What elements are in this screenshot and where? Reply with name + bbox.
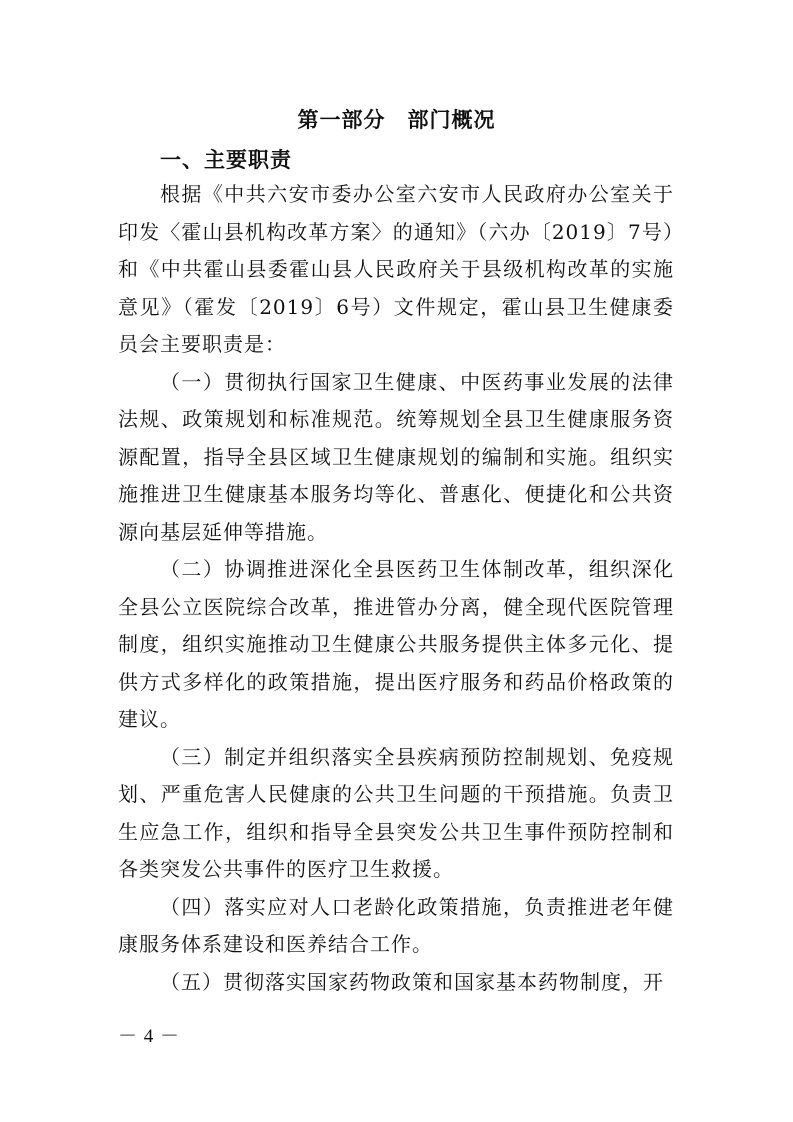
- title-name: 部门概况: [407, 108, 496, 132]
- paragraph-duty-5: （五）贯彻落实国家药物政策和国家基本药物制度，开: [160, 969, 664, 994]
- page-number: － 4 －: [118, 1026, 181, 1047]
- section-heading: 一、主要职责: [160, 148, 292, 172]
- page-title: [0, 104, 793, 134]
- paragraph-duty-4: （四）落实应对人口老龄化政策措施，负责推进老年健康服务体系建设和医养结合工作。: [118, 894, 674, 956]
- document-body: [118, 176, 674, 1001]
- paragraph-duty-3: （三）制定并组织落实全县疾病预防控制规划、免疫规划、严重危害人民健康的公共卫生问题的干预措施。负责卫生应急工作，组织和指导全县突发公共卫生事件预防控制和各类突发公共事件的医疗卫生救援。: [118, 744, 674, 881]
- title-part: 第一部分: [297, 108, 386, 132]
- paragraph-intro: 根据《中共六安市委办公室六安市人民政府办公室关于印发〈霍山县机构改革方案〉的通知》（六办〔2019〕7号）和《中共霍山县委霍山县人民政府关于县级机构改革的实施意见》（霍发〔2019〕6号）文件规定，霍山县卫生健康委员会主要职责是：: [118, 182, 674, 356]
- paragraph-duty-1: （一）贯彻执行国家卫生健康、中医药事业发展的法律法规、政策规划和标准规范。统筹规划全县卫生健康服务资源配置，指导全县区域卫生健康规划的编制和实施。组织实施推进卫生健康基本服务均等化、普惠化、便捷化和公共资源向基层延伸等措施。: [118, 369, 674, 544]
- paragraph-duty-2: （二）协调推进深化全县医药卫生体制改革，组织深化全县公立医院综合改革，推进管办分离，健全现代医院管理制度，组织实施推动卫生健康公共服务提供主体多元化、提供方式多样化的政策措施，提出医疗服务和药品价格政策的建议。: [118, 557, 674, 731]
